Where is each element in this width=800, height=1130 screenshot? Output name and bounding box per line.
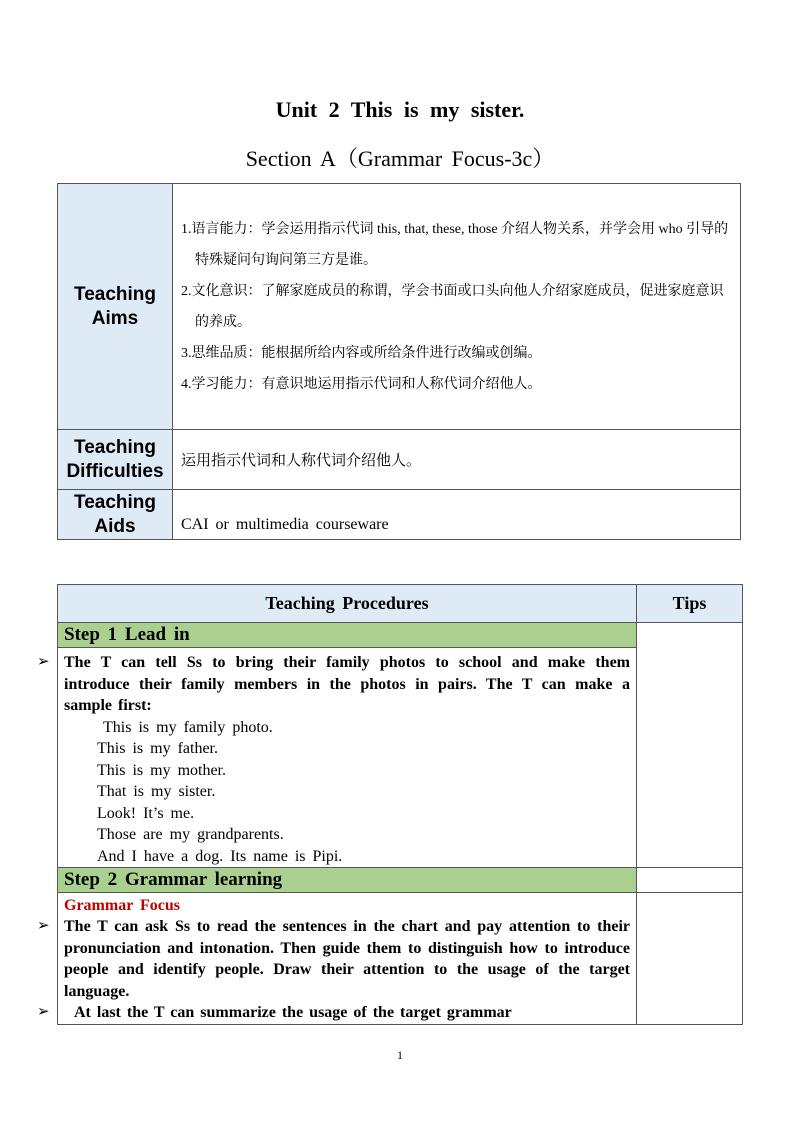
procedures-header: Teaching Procedures bbox=[58, 585, 637, 623]
aim-item-4: 4.学习能力：有意识地运用指示代词和人称代词介绍他人。 bbox=[181, 377, 542, 392]
document-title: Unit 2 This is my sister. bbox=[275, 97, 525, 122]
aim-item-2: 2.文化意识：了解家庭成员的称谓，学会书面或口头向他人介绍家庭成员，促进家庭意识的养成。 bbox=[181, 284, 724, 330]
sample-line: That is my sister. bbox=[97, 783, 216, 800]
step-1-instruction: The T can tell Ss to bring their family photos to school and make them introduce their family members in the photos in pairs. The T can make a sample first: bbox=[64, 654, 630, 714]
aim-item-3: 3.思维品质：能根据所给内容或所给条件进行改编或创编。 bbox=[181, 346, 542, 361]
teaching-aims-label: Teaching Aims bbox=[58, 184, 173, 430]
sample-line: Look! It’s me. bbox=[97, 804, 195, 822]
step-2-content bbox=[58, 893, 637, 1025]
step-1-title: Step 1 Lead in bbox=[58, 623, 637, 648]
sample-line: This is my mother. bbox=[97, 761, 226, 779]
bullet-arrow-icon: ➢ bbox=[37, 918, 50, 934]
bullet-arrow-icon: ➢ bbox=[37, 654, 50, 670]
teaching-aids-text: CAI or multimedia courseware bbox=[181, 515, 389, 533]
teaching-procedures-table bbox=[57, 584, 743, 1025]
teaching-difficulties-label: Teaching Difficulties bbox=[58, 430, 173, 490]
sample-line: Those are my grandparents. bbox=[97, 826, 284, 843]
step-1-content bbox=[58, 648, 637, 868]
aim-item-1: 1.语言能力：学会运用指示代词 this, that, these, those 介绍人物关系，并学会用 who 引导的特殊疑问句询问第三方是谁。 bbox=[181, 222, 729, 268]
teaching-aids-cell bbox=[173, 490, 741, 540]
teaching-aims-cell bbox=[173, 184, 741, 430]
page-number: 1 bbox=[397, 1048, 403, 1062]
document-subtitle: Section A（Grammar Focus-3c） bbox=[245, 146, 555, 171]
tips-header: Tips bbox=[637, 585, 743, 623]
sample-line: And I have a dog. Its name is Pipi. bbox=[97, 847, 343, 865]
tips-cell-step-1 bbox=[637, 623, 743, 868]
teaching-difficulties-cell bbox=[173, 430, 741, 490]
step-2-paragraph-1: The T can ask Ss to read the sentences in the chart and pay attention to their pronunciation and intonation. Then guide them to distinguish how to introduce people and identify people. Draw their attention to the usage of the target language. bbox=[64, 918, 630, 1000]
step-2-paragraph-2: At last the T can summarize the usage of the target grammar bbox=[74, 1004, 512, 1021]
sample-line: This is my family photo. bbox=[103, 718, 273, 736]
step-2-title: Step 2 Grammar learning bbox=[58, 868, 637, 893]
tips-cell-step-2 bbox=[637, 893, 743, 1025]
sample-line: This is my father. bbox=[97, 740, 218, 757]
teaching-info-table bbox=[57, 183, 741, 540]
tips-cell-step-2-title bbox=[637, 868, 743, 893]
bullet-arrow-icon: ➢ bbox=[37, 1004, 50, 1020]
grammar-focus-heading: Grammar Focus bbox=[64, 897, 181, 914]
teaching-difficulties-text: 运用指示代词和人称代词介绍他人。 bbox=[181, 453, 422, 469]
teaching-aids-label: Teaching Aids bbox=[58, 490, 173, 540]
